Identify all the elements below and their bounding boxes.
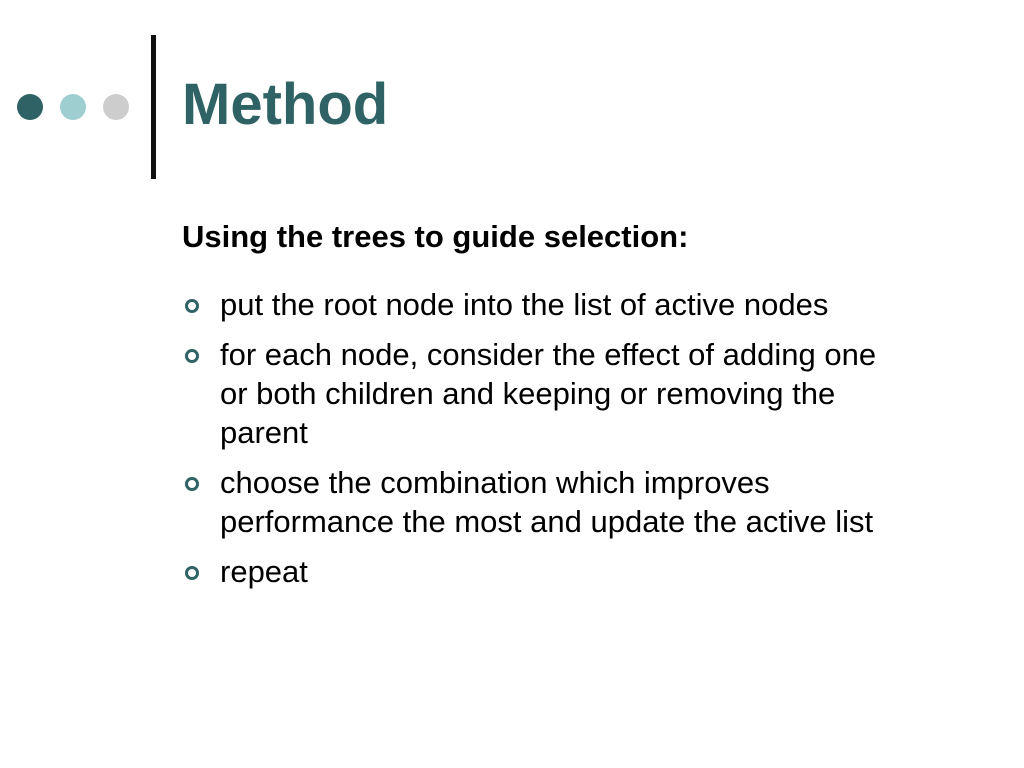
- hollow-circle-bullet-icon: [185, 299, 199, 313]
- slide-subheading: Using the trees to guide selection:: [182, 219, 689, 254]
- bullet-list: [182, 285, 912, 602]
- bullet-text: repeat: [220, 554, 308, 589]
- bullet-item: [182, 463, 912, 541]
- slide-title: Method: [182, 72, 389, 137]
- bullet-text: for each node, consider the effect of adding one or both children and keeping or removing the parent: [220, 337, 877, 450]
- decorative-dot-grey: [103, 94, 129, 120]
- bullet-item: [182, 552, 912, 591]
- bullet-text: put the root node into the list of active nodes: [220, 287, 829, 322]
- decorative-dot-dark: [17, 94, 43, 120]
- bullet-item: [182, 335, 912, 452]
- hollow-circle-bullet-icon: [185, 566, 199, 580]
- hollow-circle-bullet-icon: [185, 477, 199, 491]
- title-divider-bar: [151, 35, 156, 179]
- bullet-item: [182, 285, 912, 324]
- decorative-dot-light: [60, 94, 86, 120]
- bullet-text: choose the combination which improves performance the most and update the active list: [220, 465, 874, 539]
- hollow-circle-bullet-icon: [185, 349, 199, 363]
